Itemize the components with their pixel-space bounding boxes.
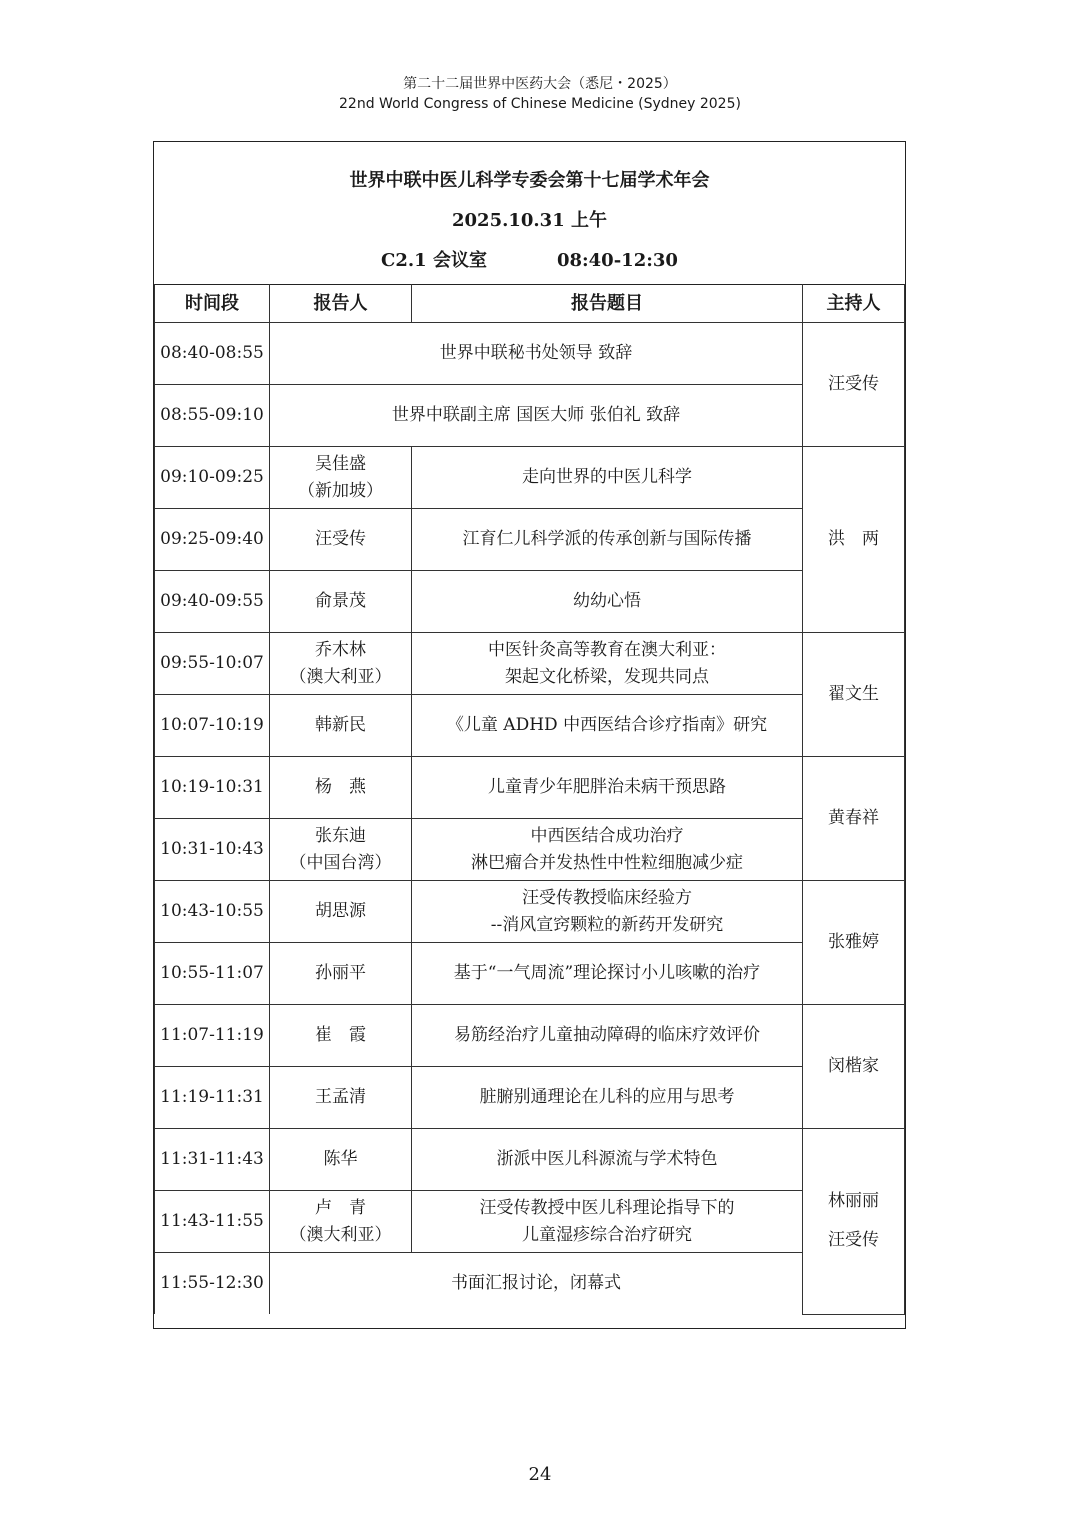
topic-cell [412,633,803,695]
host-name: 林丽丽 [828,1191,879,1212]
topic-cell [412,819,803,881]
topic-cell: 基于“一气周流”理论探讨小儿咳嗽的治疗 [412,943,803,1005]
session-room: C2.1 会议室 [381,250,487,271]
topic-line: 架起文化桥梁，发现共同点 [505,666,709,687]
host-cell: 张雅婷 [803,881,905,1005]
table-row [155,633,905,695]
topic-cell: 世界中联副主席 国医大师 张伯礼 致辞 [270,385,803,447]
host-cell: 汪受传 [803,323,905,447]
time-cell: 11:31-11:43 [155,1129,270,1191]
speaker-region: （新加坡） [298,480,383,501]
speaker-name: 张东迪 [315,825,366,846]
table-row [155,509,905,571]
table-row [155,1067,905,1129]
table-row [155,1191,905,1253]
page-number: 24 [528,1464,552,1485]
col-header-topic: 报告题目 [412,284,803,323]
time-cell: 11:07-11:19 [155,1005,270,1067]
host-cell: 翟文生 [803,633,905,757]
topic-cell: 书面汇报讨论，闭幕式 [270,1253,803,1315]
table-row [155,1253,905,1315]
schedule-table [154,284,905,1315]
header-chinese: 第二十二届世界中医药大会（悉尼・2025） [403,76,677,92]
speaker-name: 乔木林 [315,639,366,660]
speaker-name: 卢 青 [315,1197,366,1218]
schedule-frame [153,141,906,1329]
topic-cell: 儿童青少年肥胖治未病干预思路 [412,757,803,819]
host-cell [803,1129,905,1315]
topic-cell [412,1191,803,1253]
topic-cell: 脏腑别通理论在儿科的应用与思考 [412,1067,803,1129]
table-row [155,819,905,881]
table-row [155,323,905,385]
time-cell: 10:55-11:07 [155,943,270,1005]
time-cell: 09:25-09:40 [155,509,270,571]
session-title: 世界中联中医儿科学专委会第十七届学术年会 [349,170,710,191]
time-cell: 11:19-11:31 [155,1067,270,1129]
col-header-host: 主持人 [803,284,905,323]
topic-cell: 走向世界的中医儿科学 [412,447,803,509]
speaker-cell: 王孟清 [270,1067,412,1129]
speaker-cell: 孙丽平 [270,943,412,1005]
speaker-cell [270,819,412,881]
session-title-block [154,142,905,285]
topic-line: 中医针灸高等教育在澳大利亚： [488,639,726,660]
speaker-cell [270,1191,412,1253]
topic-line: 淋巴瘤合并发热性中性粒细胞减少症 [471,852,743,873]
time-cell: 09:40-09:55 [155,571,270,633]
table-row [155,571,905,633]
topic-cell: 易筋经治疗儿童抽动障碍的临床疗效评价 [412,1005,803,1067]
speaker-region: （中国台湾） [289,852,392,873]
topic-line: 汪受传教授临床经验方 [522,887,692,908]
table-row [155,1005,905,1067]
topic-cell [412,881,803,943]
speaker-cell [270,447,412,509]
speaker-cell: 汪受传 [270,509,412,571]
table-row [155,385,905,447]
speaker-cell: 韩新民 [270,695,412,757]
session-time: 08:40-12:30 [556,250,678,271]
speaker-region: （澳大利亚） [289,1224,392,1245]
table-row [155,695,905,757]
host-cell: 洪 两 [803,447,905,633]
speaker-cell: 杨 燕 [270,757,412,819]
topic-cell: 幼幼心悟 [412,571,803,633]
topic-cell: 浙派中医儿科源流与学术特色 [412,1129,803,1191]
speaker-cell: 崔 霞 [270,1005,412,1067]
time-cell: 10:43-10:55 [155,881,270,943]
host-cell: 闵楷家 [803,1005,905,1129]
host-cell: 黄春祥 [803,757,905,881]
speaker-cell: 俞景茂 [270,571,412,633]
speaker-cell: 胡思源 [270,881,412,943]
table-row [155,943,905,1005]
session-room-time [154,246,905,272]
time-cell: 08:55-09:10 [155,385,270,447]
time-cell: 09:55-10:07 [155,633,270,695]
time-cell: 10:07-10:19 [155,695,270,757]
topic-cell: 世界中联秘书处领导 致辞 [270,323,803,385]
topic-line: 儿童湿疹综合治疗研究 [522,1224,692,1245]
topic-cell: 江育仁儿科学派的传承创新与国际传播 [412,509,803,571]
table-row [155,757,905,819]
table-row [155,447,905,509]
time-cell: 11:43-11:55 [155,1191,270,1253]
table-header-row [155,284,905,323]
col-header-speaker: 报告人 [270,284,412,323]
table-row [155,881,905,943]
time-cell: 08:40-08:55 [155,323,270,385]
time-cell: 10:31-10:43 [155,819,270,881]
topic-line: 中西医结合成功治疗 [530,825,684,846]
col-header-time: 时间段 [155,284,270,323]
time-cell: 09:10-09:25 [155,447,270,509]
speaker-name: 吴佳盛 [315,453,366,474]
page-header [0,74,1080,114]
topic-line: 汪受传教授中医儿科理论指导下的 [479,1197,735,1218]
speaker-cell: 陈华 [270,1129,412,1191]
time-cell: 11:55-12:30 [155,1253,270,1315]
speaker-region: （澳大利亚） [289,666,392,687]
time-cell: 10:19-10:31 [155,757,270,819]
header-english: 22nd World Congress of Chinese Medicine (Sydney 2025) [339,96,741,112]
speaker-cell [270,633,412,695]
table-row [155,1129,905,1191]
topic-line: --消风宣窍颗粒的新药开发研究 [490,914,724,935]
session-date: 2025.10.31 上午 [452,210,607,231]
topic-cell: 《儿童 ADHD 中西医结合诊疗指南》研究 [412,695,803,757]
host-name: 汪受传 [828,1230,879,1251]
